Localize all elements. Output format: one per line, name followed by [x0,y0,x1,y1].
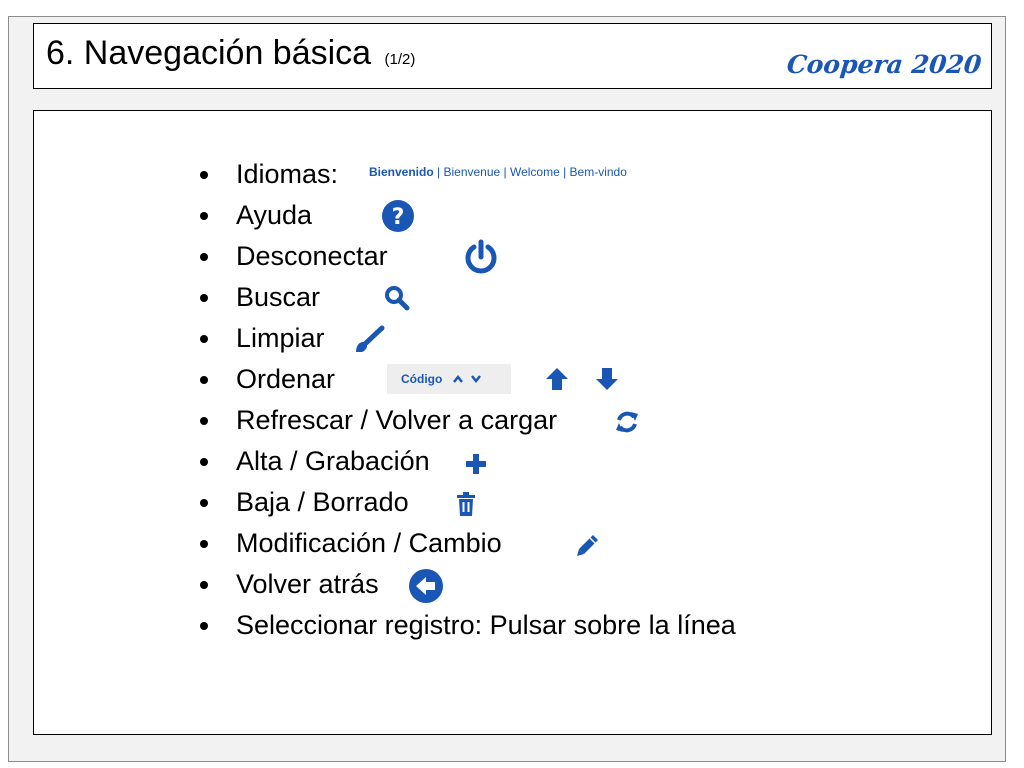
page-title [46,34,415,73]
trash-icon[interactable] [454,491,478,517]
item-label: Volver atrás [236,569,379,599]
language-links[interactable] [369,165,627,179]
refresh-icon[interactable] [614,409,640,435]
item-label: Limpiar [236,323,325,353]
bullet [200,294,208,302]
item-label: Refrescar / Volver a cargar [236,405,558,435]
bullet [200,253,208,261]
arrow-up-icon[interactable] [544,366,570,392]
page-title-text: 6. Navegación básica [46,34,372,72]
bullet [200,458,208,466]
svg-text:?: ? [391,205,405,230]
item-label: Baja / Borrado [236,487,409,517]
item-label: Buscar [236,282,321,312]
sort-chip-label: Código [401,372,443,386]
question-circle-icon[interactable] [381,199,415,233]
chevron-up-icon[interactable] [452,374,464,384]
bullet [200,335,208,343]
title-box [33,23,992,89]
bullet [200,212,208,220]
brand-logo: Coopera 2020 [785,50,983,79]
plus-icon[interactable] [464,452,488,476]
bullet [200,540,208,548]
pencil-icon[interactable] [574,532,602,558]
item-label: Ayuda [236,200,313,230]
chevron-down-icon[interactable] [470,374,482,384]
sort-chevrons [452,374,482,384]
brush-icon[interactable] [352,325,386,355]
content-box [33,110,992,735]
item-label: Desconectar [236,241,388,271]
item-label: Seleccionar registro: Pulsar sobre la línea [236,610,736,640]
item-label: Idiomas: [236,159,339,189]
bullet [200,171,208,179]
page-title-suffix: (1/2) [384,51,416,68]
search-icon[interactable] [384,285,410,311]
arrow-left-circle-icon[interactable] [408,568,444,604]
item-label: Modificación / Cambio [236,528,502,558]
sort-column-chip[interactable] [387,364,511,394]
item-label: Ordenar [236,364,336,394]
arrow-down-icon[interactable] [594,366,620,392]
language-others[interactable]: | Bienvenue | Welcome | Bem-vindo [433,165,627,179]
language-current[interactable]: Bienvenido [369,165,434,179]
power-icon[interactable] [462,238,500,276]
bullet [200,622,208,630]
bullet [200,499,208,507]
bullet [200,417,208,425]
bullet [200,376,208,384]
item-label: Alta / Grabación [236,446,430,476]
bullet [200,581,208,589]
